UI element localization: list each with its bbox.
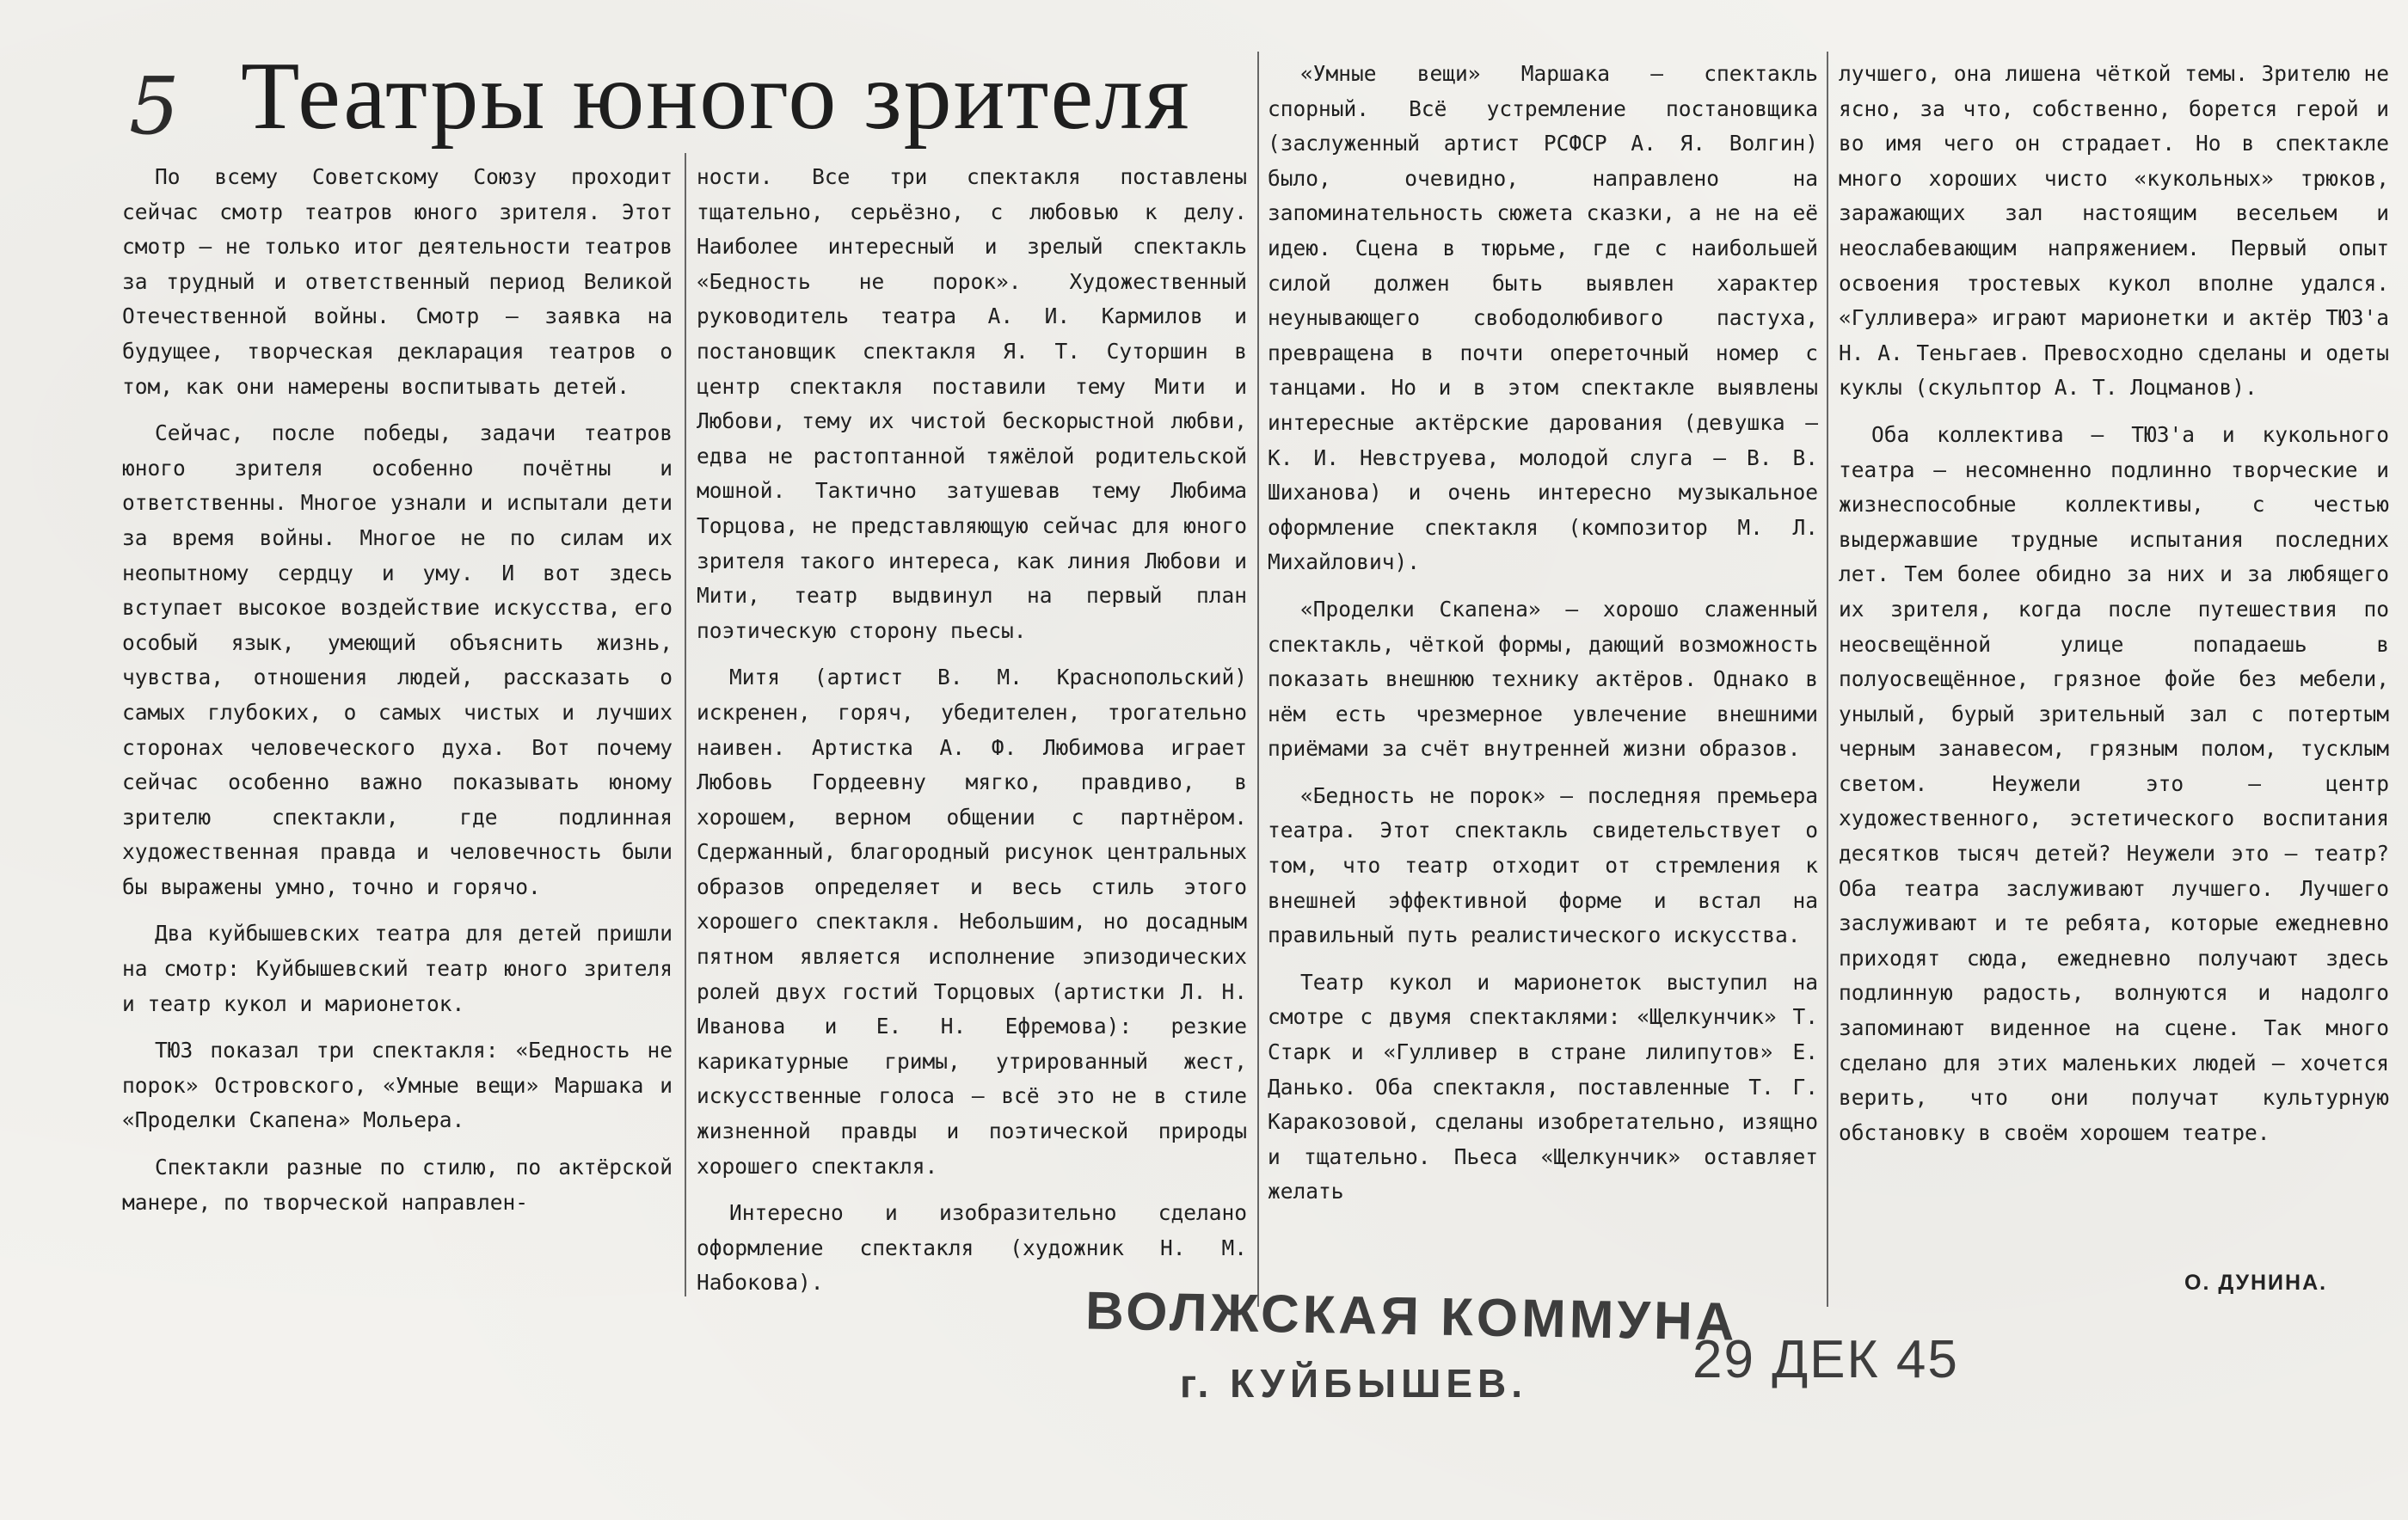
column-rule <box>685 153 686 1296</box>
paragraph: По всему Советскому Союзу проходит сейчас смотр театров юного зрителя. Этот смотр — не только итог деятельности театров за трудный и ответственный период Великой Отечественной войны. Смотр — заявка на будущее, творческая декларация театров о том, как они намерены воспитывать детей. <box>122 164 673 399</box>
column-rule <box>1827 52 1828 1307</box>
paragraph: Оба коллектива — ТЮЗ'а и кукольного театра — несомненно подлинно творческие и жизнеспособные коллективы, с честью выдержавшие трудные испытания последних лет. Тем более обидно за них и за любящего их зрителя, когда после путешествия по неосвещённой улице попадаешь в полуосвещённое, грязное фойе без мебели, унылый, бурый зрительный зал с потертым черным занавесом, грязным полом, тусклым светом. Неужели это — центр художественного, эстетического воспитания десятков тысяч детей? Неужели это — театр? Оба театра заслуживают лучшего. Лучшего заслуживают и те ребята, которые ежедневно приходят сюда, ежедневно получают здесь подлинную радость, волнуются и надолго запоминают виденное на сцене. Так много сделано для этих маленьких людей — хочется верить, что они получат культурную обстановку в своём хорошем театре. <box>1839 421 2389 1145</box>
paragraph: ТЮЗ показал три спектакля: «Бедность не порок» Островского, «Умные вещи» Маршака и «Проделки Скапена» Мольера. <box>122 1038 673 1133</box>
paragraph: «Проделки Скапена» — хорошо слаженный спектакль, чёткой формы, дающий возможность показать внешнюю технику актёров. Однако в нём есть чрезмерное увлечение внешними приёмами за счёт внутренней жизни образов. <box>1268 596 1818 762</box>
paragraph: Спектакли разные по стилю, по актёрской манере, по творческой направлен- <box>122 1155 673 1215</box>
paragraph: Театр кукол и марионеток выступил на смотре с двумя спектаклями: «Щелкунчик» Т. Старк и «Гулливер в стране лилипутов» Е. Данько. Оба спектакля, поставленные Т. Г. Каракозовой, сделаны изобретательно, изящно и тщательно. Пьеса «Щелкунчик» оставляет желать <box>1268 969 1818 1204</box>
paragraph: Митя (артист В. М. Краснопольский) искренен, горяч, убедителен, трогательно наивен. Артистка А. Ф. Любимова играет Любовь Гордеевну мягко, правдиво, в хорошем, верном общении с партнёром. Сдержанный, благородный рисунок центральных образов определяет и весь стиль этого хорошего спектакля. Небольшим, но досадным пятном является исполнение эпизодических ролей двух гостий Торцовых (артистки Л. Н. Иванова и Е. Н. Ефремова): резкие карикатурные гримы, утрированный жест, искусственные голоса — всё это не в стиле жизненной правды и поэтической природы хорошего спектакля. <box>697 665 1247 1179</box>
article-column-1 <box>122 160 673 1220</box>
headline: Театры юного зрителя <box>241 43 1191 150</box>
article-column-4 <box>1839 57 2389 1150</box>
date-stamp: 29 ДЕК 45 <box>1692 1330 1959 1389</box>
city-stamp: г. КУЙБЫШЕВ. <box>1180 1361 1528 1406</box>
paragraph: Сейчас, после победы, задачи театров юного зрителя особенно почётны и ответственны. Многое узнали и испытали дети за время войны. Многое не по силам их неопытному сердцу и уму. И вот здесь вступает высокое воздействие искусства, его особый язык, умеющий объяснить жизнь, чувства, отношения людей, рассказать о самых глубоких, о самых чистых и лучших сторонах человеческого духа. Вот почему сейчас особенно важно показывать юному зрителю спектакли, где подлинная художественная правда и человечность были бы выражены умно, точно и горячо. <box>122 420 673 899</box>
article-column-3 <box>1268 57 1818 1210</box>
paragraph: лучшего, она лишена чёткой темы. Зрителю не ясно, за что, собственно, борется герой и во имя чего он страдает. Но в спектакле много хороших чисто «кукольных» трюков, заражающих зал настоящим весельем и неослабевающим напряжением. Первый опыт освоения тростевых кукол вполне удался. «Гулливера» играют марионетки и актёр ТЮЗ'а Н. А. Теньгаев. Превосходно сделаны и одеты куклы (скульптор А. Т. Лоцманов). <box>1839 61 2389 401</box>
paragraph: Интересно и изобразительно сделано оформление спектакля (художник Н. М. Набокова). <box>697 1200 1247 1296</box>
paragraph: Два куйбышевских театра для детей пришли на смотр: Куйбышевский театр юного зрителя и театр кукол и марионеток. <box>122 921 673 1016</box>
paragraph: ности. Все три спектакля поставлены тщательно, серьёзно, с любовью к делу. Наиболее интересный и зрелый спектакль «Бедность не порок». Художественный руководитель театра А. И. Кармилов и постановщик спектакля Я. Т. Суторшин в центр спектакля поставили тему Мити и Любови, тему их чистой бескорыстной любви, едва не растоптанной тяжёлой родительской мошной. Тактично затушевав тему Любима Торцова, не представляющую сейчас для юного зрителя такого интереса, как линия Любови и Мити, театр выдвинул на первый план поэтическую сторону пьесы. <box>697 164 1247 643</box>
newspaper-stamp: ВОЛЖСКАЯ КОММУНА <box>1084 1281 1739 1352</box>
article-column-2 <box>697 160 1247 1301</box>
handwritten-number: 5 <box>129 60 180 152</box>
paragraph: «Бедность не порок» — последняя премьера театра. Этот спектакль свидетельствует о том, что театр отходит от стремления к внешней эффективной форме и встал на правильный путь реалистического искусства. <box>1268 782 1818 948</box>
author-signature: О. ДУНИНА. <box>2184 1271 2328 1295</box>
paragraph: «Умные вещи» Маршака — спектакль спорный. Всё устремление постановщика (заслуженный артист РСФСР А. Я. Волгин) было, очевидно, направлено на запоминательность сюжета сказки, а не на её идею. Сцена в тюрьме, где с наибольшей силой должен быть выявлен характер неунывающего свободолюбивого пастуха, превращена в почти опереточный номер с танцами. Но и в этом спектакле выявлены интересные актёрские дарования (девушка — К. И. Невструева, молодой слуга — В. В. Шиханова) и очень интересно музыкальное оформление спектакля (композитор М. Л. Михайлович). <box>1268 61 1818 575</box>
column-rule <box>1257 52 1259 1307</box>
